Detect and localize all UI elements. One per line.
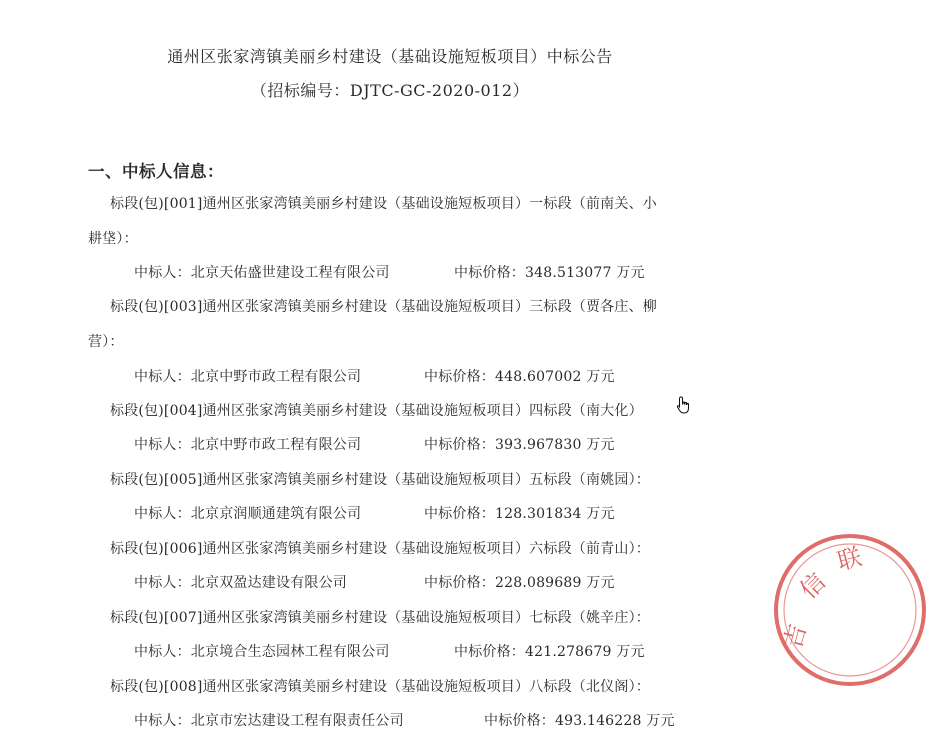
svg-text:吉: 吉 <box>778 621 813 652</box>
svg-text:信: 信 <box>794 567 832 605</box>
lot-003-winner-row <box>134 366 615 386</box>
svg-text:联: 联 <box>834 542 865 576</box>
lot-001-winner: 中标人：北京天佑盛世建设工程有限公司 <box>134 265 390 281</box>
lot-008-winner: 中标人：北京市宏达建设工程有限责任公司 <box>134 713 404 729</box>
lot-003-winner: 中标人：北京中野市政工程有限公司 <box>134 369 362 385</box>
lot-007-winner-row <box>134 641 645 661</box>
lot-005-winner: 中标人：北京京润顺通建筑有限公司 <box>134 506 362 522</box>
lot-008-title: 标段(包)[008]通州区张家湾镇美丽乡村建设（基础设施短板项目）八标段（北仪阁）： <box>110 679 650 695</box>
lot-001-title-continued: 耕垡）： <box>88 231 138 247</box>
lot-004-winner: 中标人：北京中野市政工程有限公司 <box>134 437 362 453</box>
official-seal-stamp <box>770 530 930 690</box>
lot-006-title: 标段(包)[006]通州区张家湾镇美丽乡村建设（基础设施短板项目）六标段（前青山）： <box>110 541 650 557</box>
lot-001-title: 标段(包)[001]通州区张家湾镇美丽乡村建设（基础设施短板项目）一标段（前南关、小 <box>110 196 657 212</box>
lot-003-title-continued: 营）： <box>88 334 124 350</box>
section-heading-winner-info: 一、中标人信息： <box>88 162 224 181</box>
lot-005-price: 中标价格：128.301834 万元 <box>424 506 615 522</box>
lot-006-winner-row <box>134 572 615 592</box>
lot-004-winner-row <box>134 434 615 454</box>
lot-001-price: 中标价格：348.513077 万元 <box>454 265 645 281</box>
lot-005-title: 标段(包)[005]通州区张家湾镇美丽乡村建设（基础设施短板项目）五标段（南姚园）： <box>110 472 650 488</box>
hand-cursor-icon <box>676 396 692 414</box>
lot-004-title: 标段(包)[004]通州区张家湾镇美丽乡村建设（基础设施短板项目）四标段（南大化） <box>110 403 643 419</box>
lot-003-title: 标段(包)[003]通州区张家湾镇美丽乡村建设（基础设施短板项目）三标段（贾各庄、柳 <box>110 299 657 315</box>
lot-006-price: 中标价格：228.089689 万元 <box>424 575 615 591</box>
tender-number: （招标编号：DJTC-GC-2020-012） <box>250 81 530 100</box>
lot-001-winner-row <box>134 262 645 282</box>
lot-007-price: 中标价格：421.278679 万元 <box>454 644 645 660</box>
lot-007-winner: 中标人：北京境合生态园林工程有限公司 <box>134 644 390 660</box>
lot-008-winner-row <box>134 710 675 730</box>
lot-006-winner: 中标人：北京双盈达建设有限公司 <box>134 575 347 591</box>
lot-005-winner-row <box>134 503 615 523</box>
lot-008-price: 中标价格：493.146228 万元 <box>484 713 675 729</box>
lot-003-price: 中标价格：448.607002 万元 <box>424 369 615 385</box>
lot-004-price: 中标价格：393.967830 万元 <box>424 437 615 453</box>
lot-007-title: 标段(包)[007]通州区张家湾镇美丽乡村建设（基础设施短板项目）七标段（姚辛庄）： <box>110 610 650 626</box>
document-title: 通州区张家湾镇美丽乡村建设（基础设施短板项目）中标公告 <box>167 47 613 66</box>
